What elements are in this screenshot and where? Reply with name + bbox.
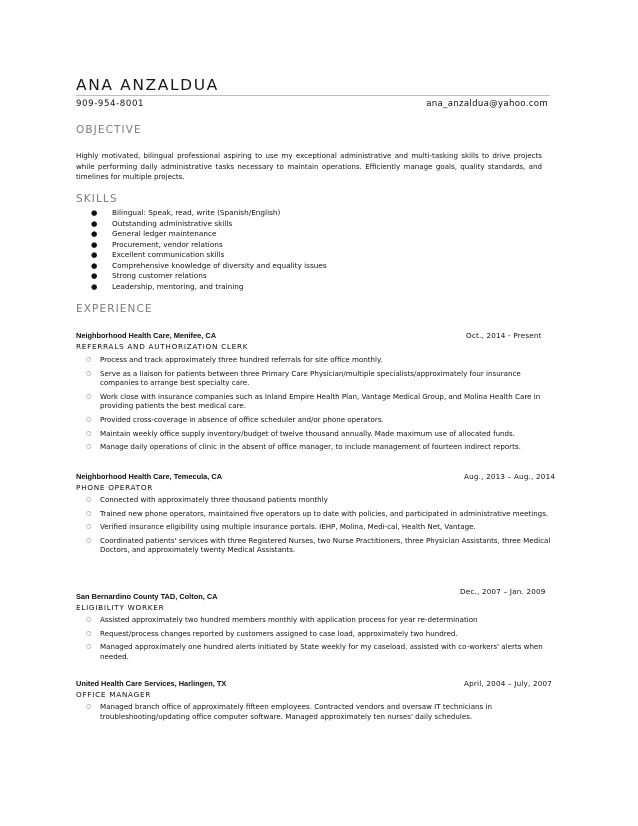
bullet-icon: ○ xyxy=(86,415,92,423)
bullet-icon: ○ xyxy=(86,523,92,531)
duty-item: ○ Process and track approximately three hundred referrals for site office monthly. xyxy=(86,355,383,364)
skill-item: ● Strong customer relations xyxy=(91,271,207,280)
skill-item: ● Bilingual: Speak, read, write (Spanish/English) xyxy=(91,208,281,217)
job-duties-list xyxy=(86,702,556,725)
bullet-icon: ● xyxy=(91,281,98,291)
job-role: REFERRALS AND AUTHORIZATION CLERK xyxy=(76,342,249,351)
skill-item: ● Outstanding administrative skills xyxy=(91,218,233,228)
skills-heading: SKILLS xyxy=(76,193,118,205)
skill-item: ● General ledger maintenance xyxy=(91,229,217,238)
job-role: ELIGIBILITY WORKER xyxy=(76,603,165,612)
header-divider xyxy=(76,95,550,96)
bullet-icon: ○ xyxy=(86,369,92,377)
job-company: United Health Care Services, Harlingen, TX xyxy=(76,679,227,688)
bullet-icon: ● xyxy=(91,229,98,238)
bullet-icon: ● xyxy=(91,208,98,217)
job-dates: Aug., 2013 – Aug., 2014 xyxy=(464,472,556,481)
duty-item: ○ Provided cross-coverage in absence of office scheduler and/or phone operators. xyxy=(86,414,384,424)
bullet-icon: ○ xyxy=(86,629,92,637)
bullet-icon: ● xyxy=(91,271,98,280)
bullet-icon: ○ xyxy=(86,356,92,363)
objective-heading: OBJECTIVE xyxy=(76,124,142,136)
job-duties-list xyxy=(86,355,556,456)
bullet-icon: ○ xyxy=(86,509,92,517)
duty-item: ○ Trained new phone operators, maintained five operators up to date with policies, and participated in administrative meetings. xyxy=(86,508,549,518)
skills-list xyxy=(88,208,327,292)
job-dates: Oct., 2014 - Present xyxy=(466,331,542,340)
job-dates: Dec., 2007 – Jan. 2009 xyxy=(460,587,546,596)
skill-item: ● Comprehensive knowledge of diversity and equality issues xyxy=(91,260,327,270)
bullet-icon: ● xyxy=(91,218,98,228)
phone-number: 909-954-8001 xyxy=(76,99,145,109)
email-address: ana_anzaldua@yahoo.com xyxy=(426,99,548,109)
job-duties-list xyxy=(86,615,556,665)
duty-item: ○ Request/process changes reported by customers assigned to case load, approximately two hundred. xyxy=(86,628,458,638)
duty-item: ○ Connected with approximately three thousand patients monthly xyxy=(86,495,328,504)
duty-item: ○ Managed approximately one hundred alerts initiated by State weekly for my caseload, assisted with co-workers' alerts when needed. xyxy=(86,642,543,661)
duty-item: ○ Managed branch office of approximately fifteen employees. Contracted vendors and oversaw IT technicians in troubleshooting/updating office computer software. Managed approximately ten nurses' daily schedules. xyxy=(86,702,492,721)
skill-item: ● Excellent communication skills xyxy=(91,250,225,259)
job-role: OFFICE MANAGER xyxy=(76,690,152,699)
bullet-icon: ● xyxy=(91,250,98,259)
duty-item: ○ Assisted approximately two hundred members monthly with application process for year re-determination xyxy=(86,615,478,624)
job-company: Neighborhood Health Care, Menifee, CA xyxy=(76,331,217,340)
experience-heading: EXPERIENCE xyxy=(76,303,153,315)
bullet-icon: ○ xyxy=(86,703,92,710)
bullet-icon: ○ xyxy=(86,443,92,451)
bullet-icon: ○ xyxy=(86,429,92,437)
bullet-icon: ● xyxy=(91,239,98,249)
job-duties-list xyxy=(86,495,556,559)
job-company: San Bernardino County TAD, Colton, CA xyxy=(76,592,218,601)
bullet-icon: ○ xyxy=(86,392,92,400)
job-role: PHONE OPERATOR xyxy=(76,483,154,492)
bullet-icon: ○ xyxy=(86,643,92,651)
duty-item: ○ Serve as a liaison for patients between three Primary Care Physician/multiple specialists/approximately four insurance companies to arrange best specialty care. xyxy=(86,368,521,388)
objective-text: Highly motivated, bilingual professional aspiring to use my exceptional administrative and multi-tasking skills to drive projects while performing daily administrative tasks necessary to maintain operations. Efficiently manage goals, quality standards, and timelines for multiple projects. xyxy=(76,151,542,182)
duty-item: ○ Maintain weekly office supply inventory/budget of twelve thousand annually. Made maximum use of allocated funds. xyxy=(86,428,516,438)
bullet-icon: ○ xyxy=(86,536,92,544)
duty-item: ○ Coordinated patients' services with three Registered Nurses, two Nurse Practitioners, three Physician Assistants, three Medical Doctors, and approximately twenty Medical Assistants. xyxy=(86,535,551,555)
duty-item: ○ Manage daily operations of clinic in the absent of office manager, to include management of fourteen indirect reports. xyxy=(86,442,521,452)
bullet-icon: ○ xyxy=(86,616,92,623)
skill-item: ● Leadership, mentoring, and training xyxy=(91,281,244,291)
duty-item: ○ Verified insurance eligibility using multiple insurance portals. IEHP, Molina, Medi-cal, Health Net, Vantage. xyxy=(86,522,476,532)
job-dates: April, 2004 – July, 2007 xyxy=(464,679,553,688)
applicant-name: ANA ANZALDUA xyxy=(76,76,219,94)
bullet-icon: ○ xyxy=(86,496,92,503)
job-company: Neighborhood Health Care, Temecula, CA xyxy=(76,472,223,481)
skill-item: ● Procurement, vendor relations xyxy=(91,239,223,249)
duty-item: ○ Work close with insurance companies such as Inland Empire Health Plan, Vantage Medical Group, and Molina Health Care in providing patients the best medical care. xyxy=(86,391,541,411)
bullet-icon: ● xyxy=(91,260,98,270)
